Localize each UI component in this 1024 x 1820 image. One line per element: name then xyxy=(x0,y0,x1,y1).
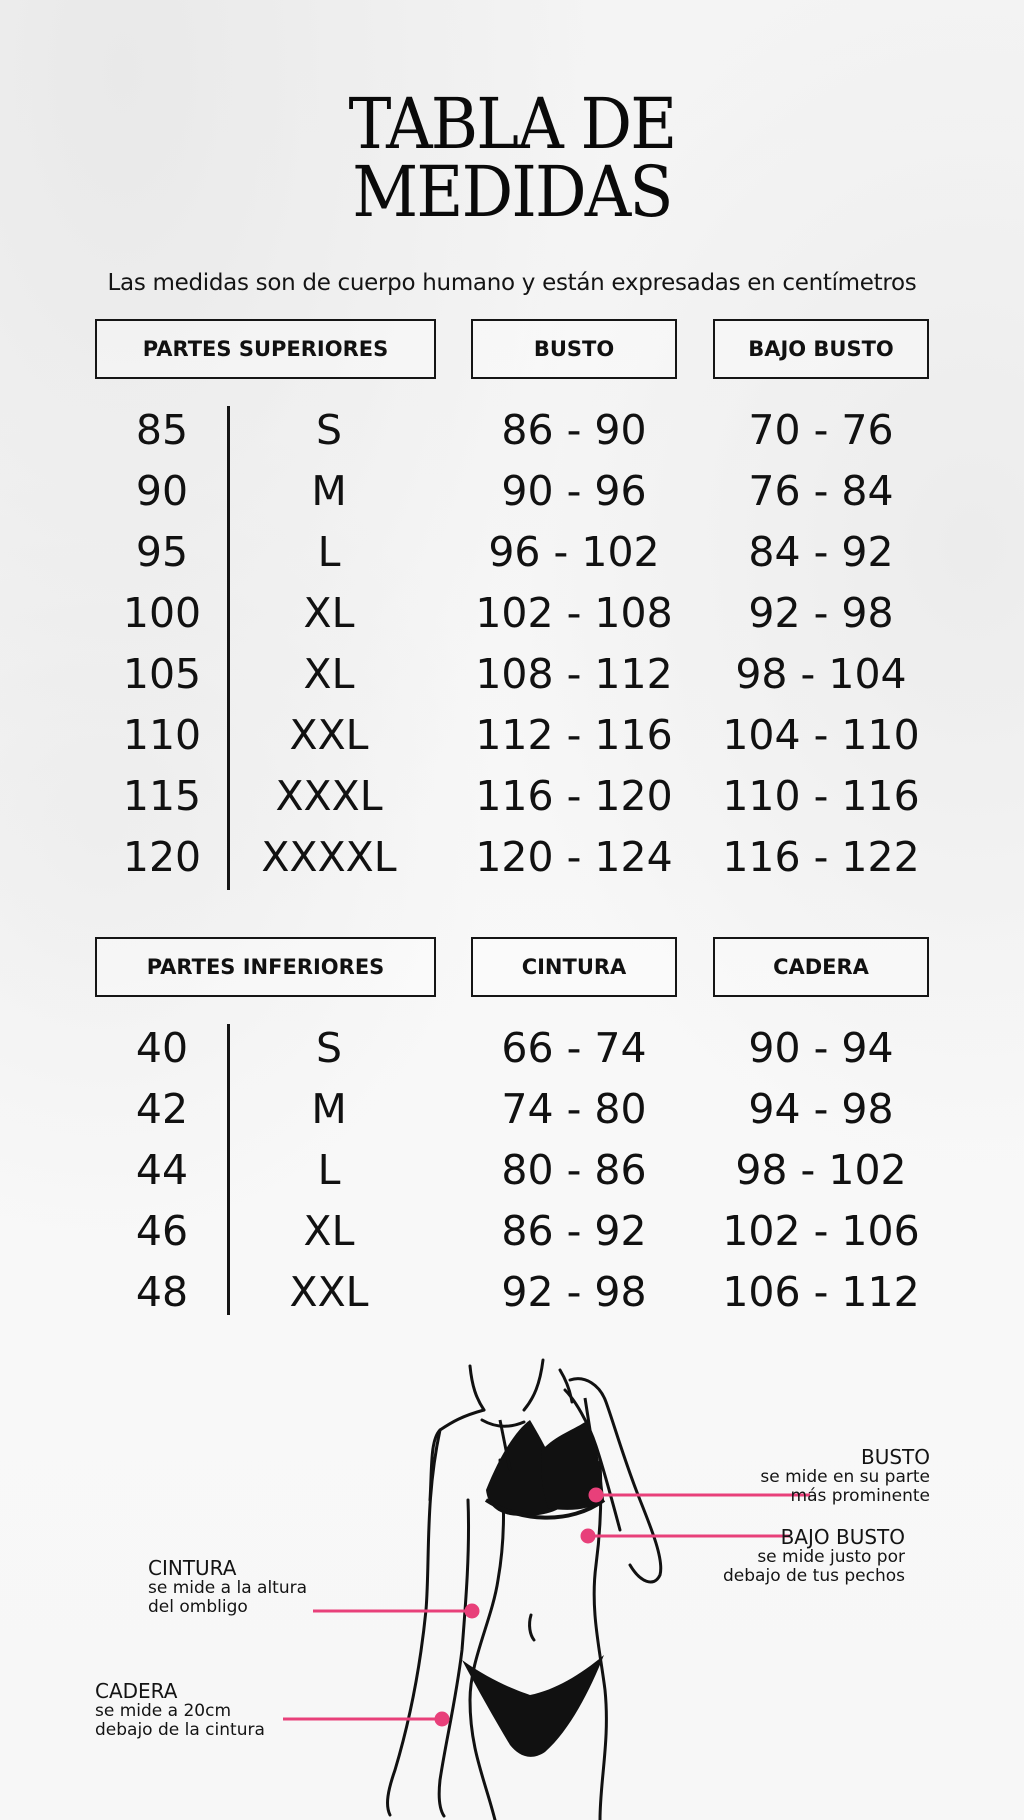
size-number: 105 xyxy=(122,650,202,698)
size-letter: L xyxy=(317,1146,341,1194)
bikini-bottom xyxy=(462,1655,604,1757)
busto-range: 120 - 124 xyxy=(475,833,673,881)
header-cadera: CADERA xyxy=(713,937,929,997)
bajo-busto-range: 98 - 104 xyxy=(735,650,907,698)
bajo-busto-range: 104 - 110 xyxy=(722,711,920,759)
table-row xyxy=(0,1018,1024,1079)
size-letter: M xyxy=(311,467,347,515)
table-row xyxy=(0,766,1024,827)
size-number: 120 xyxy=(122,833,202,881)
size-number: 100 xyxy=(122,589,202,637)
cadera-range: 94 - 98 xyxy=(748,1085,894,1133)
bajo-busto-annotation-line1: se mide justo por xyxy=(757,1547,905,1567)
header-busto: BUSTO xyxy=(471,319,677,379)
neck-right-line xyxy=(524,1360,543,1410)
cintura-pointer-dot xyxy=(466,1605,478,1617)
title-line-2: MEDIDAS xyxy=(352,151,672,233)
size-number: 42 xyxy=(135,1085,189,1133)
cintura-annotation-line2: del ombligo xyxy=(148,1597,248,1617)
table-row xyxy=(0,644,1024,705)
table-row xyxy=(0,1201,1024,1262)
busto-annotation-title: BUSTO xyxy=(860,1445,930,1469)
bajo-busto-range: 70 - 76 xyxy=(748,406,894,454)
size-letter: XL xyxy=(303,650,355,698)
table-row xyxy=(0,1079,1024,1140)
page-title xyxy=(41,83,983,233)
bajo-busto-annotation-title: BAJO BUSTO xyxy=(780,1525,905,1549)
cadera-pointer-dot xyxy=(436,1713,448,1725)
cintura-annotation xyxy=(148,1557,398,1617)
cintura-range: 74 - 80 xyxy=(501,1085,647,1133)
busto-annotation-line1: se mide en su parte xyxy=(760,1467,930,1487)
table-row xyxy=(0,827,1024,888)
header-cintura: CINTURA xyxy=(471,937,677,997)
torso-right-line xyxy=(594,1462,606,1820)
bajo-busto-range: 110 - 116 xyxy=(722,772,920,820)
size-number: 90 xyxy=(135,467,189,515)
size-letter: XL xyxy=(303,1207,355,1255)
table-row xyxy=(0,400,1024,461)
size-letter: S xyxy=(315,406,343,454)
header-partes-inferiores: PARTES INFERIORES xyxy=(95,937,436,997)
size-number: 48 xyxy=(135,1268,189,1316)
left-arm-inner-line xyxy=(439,1500,468,1816)
cintura-annotation-line1: se mide a la altura xyxy=(148,1578,308,1598)
torso-left-line xyxy=(470,1460,504,1820)
cintura-range: 66 - 74 xyxy=(501,1024,647,1072)
size-number: 46 xyxy=(135,1207,189,1255)
table-row xyxy=(0,705,1024,766)
title-line-1: TABLA DE xyxy=(348,83,676,165)
cintura-range: 80 - 86 xyxy=(501,1146,647,1194)
busto-annotation-line2: más prominente xyxy=(790,1486,930,1506)
header-partes-superiores: PARTES SUPERIORES xyxy=(95,319,436,379)
bajo-busto-annotation-line2: debajo de tus pechos xyxy=(723,1566,905,1586)
subtitle: Las medidas son de cuerpo humano y están expresadas en centímetros xyxy=(107,270,917,296)
cadera-annotation-title: CADERA xyxy=(95,1679,178,1703)
cintura-annotation-title: CINTURA xyxy=(148,1556,237,1580)
cadera-annotation xyxy=(95,1680,345,1740)
right-hand-line xyxy=(560,1370,572,1402)
cadera-annotation-line1: se mide a 20cm xyxy=(95,1701,232,1721)
size-letter: XXL xyxy=(289,1268,369,1316)
bajo-busto-range: 76 - 84 xyxy=(748,467,894,515)
neck-left-line xyxy=(470,1366,484,1410)
busto-range: 102 - 108 xyxy=(475,589,673,637)
size-letter: S xyxy=(315,1024,343,1072)
size-number: 95 xyxy=(135,528,189,576)
cadera-range: 90 - 94 xyxy=(748,1024,894,1072)
size-number: 115 xyxy=(122,772,202,820)
size-number: 44 xyxy=(135,1146,189,1194)
cadera-range: 106 - 112 xyxy=(722,1268,920,1316)
size-letter: XXL xyxy=(289,711,369,759)
cadera-range: 98 - 102 xyxy=(735,1146,907,1194)
size-letter: XXXL xyxy=(275,772,383,820)
cadera-annotation-line2: debajo de la cintura xyxy=(95,1720,265,1740)
size-number: 110 xyxy=(122,711,202,759)
cintura-range: 92 - 98 xyxy=(501,1268,647,1316)
bajo-busto-pointer-dot xyxy=(582,1530,594,1542)
navel-line xyxy=(530,1615,534,1640)
header-bajo-busto: BAJO BUSTO xyxy=(713,319,929,379)
size-letter: XL xyxy=(303,589,355,637)
cadera-range: 102 - 106 xyxy=(722,1207,920,1255)
left-arm-outer-line xyxy=(388,1430,440,1815)
table-row xyxy=(0,522,1024,583)
collarbone-line xyxy=(482,1420,524,1426)
table-row xyxy=(0,583,1024,644)
size-letter: XXXXL xyxy=(261,833,397,881)
busto-range: 96 - 102 xyxy=(488,528,660,576)
bajo-busto-annotation xyxy=(655,1526,905,1586)
size-letter: M xyxy=(311,1085,347,1133)
size-letter: L xyxy=(317,528,341,576)
busto-range: 116 - 120 xyxy=(475,772,673,820)
left-shoulder-line xyxy=(430,1410,484,1500)
busto-range: 90 - 96 xyxy=(501,467,647,515)
size-number: 40 xyxy=(135,1024,189,1072)
busto-annotation xyxy=(680,1446,930,1506)
cintura-range: 86 - 92 xyxy=(501,1207,647,1255)
bajo-busto-range: 84 - 92 xyxy=(748,528,894,576)
table-row xyxy=(0,461,1024,522)
bajo-busto-range: 92 - 98 xyxy=(748,589,894,637)
busto-pointer-dot xyxy=(590,1489,602,1501)
table-row xyxy=(0,1140,1024,1201)
busto-range: 86 - 90 xyxy=(501,406,647,454)
busto-range: 112 - 116 xyxy=(475,711,673,759)
bajo-busto-range: 116 - 122 xyxy=(722,833,920,881)
table-row xyxy=(0,1262,1024,1323)
busto-range: 108 - 112 xyxy=(475,650,673,698)
size-number: 85 xyxy=(135,406,189,454)
